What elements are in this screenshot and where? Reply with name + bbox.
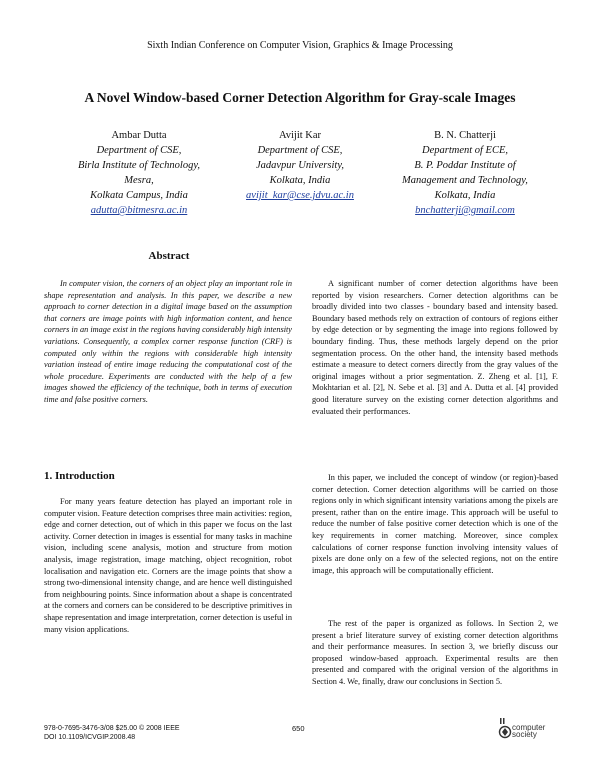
body-paragraph: In this paper, we included the concept of window (or region)-based corner detection. Corner detection algorithms will be carried on those regions only in which significant intensity variations among the pixels are present, rather than on the entire image. This approach will be useful to reduce the number of false positive corner detection which is one of the key requirements in corner matching. Moreover, since complex calculations of corner response function involving intensity values of pixels are done only on a few of the selected regions, not on the entire image, this approach will be computationally efficient. [312, 473, 558, 575]
author-affiliation: Mesra, [124, 175, 154, 186]
body-paragraph: The rest of the paper is organized as follows. In Section 2, we present a brief literature survey of existing corner detection algorithms and their performance measures. In section 3, we briefly discuss our proposed window-based approach. Experimental results are then presented and compared with the original version of the algorithms in Section 4. We, finally, draw our conclusions in Section 5. [312, 619, 558, 686]
author-affiliation: Birla Institute of Technology, [77, 160, 201, 171]
logo-line-1: computer [512, 723, 546, 732]
author-affiliation: Kolkata Campus, India [90, 190, 188, 201]
author-affiliation: Department of CSE, [96, 145, 182, 156]
computer-society-logo [498, 718, 558, 746]
author-block-3 [370, 128, 560, 218]
copyright-line: 978-0-7695-3476-3/08 $25.00 © 2008 IEEE [44, 725, 180, 732]
author-affiliation: Jadavpur University, [255, 160, 345, 171]
right-column-paragraph-3 [312, 618, 558, 688]
page-number: 650 [292, 724, 305, 733]
author-affiliation: Department of CSE, [257, 145, 343, 156]
intro-heading: 1. Introduction [44, 470, 115, 482]
author-affiliation: B. P. Poddar Institute of [414, 160, 516, 171]
abstract-paragraph: In computer vision, the corners of an object play an important role in shape representation and analysis. In this paper, we describe a new approach to corner detection in a digital image based on the assumption that corners are image points with high information content, and hence corners in an image exist in the regions having considerably high intensity variations. Consequently, a complex corner response function (CRF) is computed only within the regions with considerable high intensity variation instead of entire image reducing the computational cost of the whole procedure. Experiments are conducted with the help of a few images showed the efficiency of the technique, both in terms of execution time and false positive corners. [44, 279, 292, 404]
author-email-link[interactable]: avijit_kar@cse.jdvu.ac.in [246, 190, 354, 201]
ieee-logo-icon [498, 718, 512, 740]
conference-header: Sixth Indian Conference on Computer Vision, Graphics & Image Processing [147, 40, 453, 51]
intro-text [44, 496, 292, 635]
author-email-link[interactable]: bnchatterji@gmail.com [415, 205, 515, 216]
copyright-footer [44, 724, 180, 742]
intro-paragraph: For many years feature detection has played an important role in computer vision. Feature detection comprises three main activities: region, edge and corner detection, out of which in this paper we focus on the last activity. Corner detection in images is essential for many tasks in machine vision, including scene analysis, motion and structure from motion analysis, image registration, image matching, object recognition, robot localisation and navigation etc. Corners are the image points that show a strong two-dimensional intensity change, and are hence well distinguished from neighbouring points. Since information about a shape is concentrated at the corners and corners can be considered to be descriptive primitives in shape representation and image interpretation, corner detection is useful in many vision applications. [44, 497, 292, 634]
author-affiliation: Kolkata, India [434, 190, 496, 201]
logo-line-2: society [512, 730, 537, 739]
logo-text [512, 724, 545, 738]
abstract-text [44, 278, 292, 406]
author-name: Ambar Dutta [111, 130, 167, 141]
abstract-heading: Abstract [148, 250, 190, 262]
author-affiliation: Kolkata, India [269, 175, 331, 186]
right-column-paragraph-1 [312, 278, 558, 417]
doi-line: DOI 10.1109/ICVGIP.2008.48 [44, 734, 136, 741]
author-affiliation: Department of ECE, [421, 145, 509, 156]
author-block-2 [205, 128, 395, 203]
author-affiliation: Management and Technology, [402, 175, 528, 186]
author-name: B. N. Chatterji [434, 130, 496, 141]
paper-title: A Novel Window-based Corner Detection Algorithm for Gray-scale Images [84, 90, 516, 105]
right-column-paragraph-2 [312, 472, 558, 576]
author-name: Avijit Kar [278, 130, 322, 141]
body-paragraph: A significant number of corner detection algorithms have been reported by vision researchers. Corner detection algorithms can be broadly divided into two classes - boundary based and intensity based. Boundary based methods rely on extraction of contours of regions either by edge detection or by segmenting the image into regions followed by boundary finding. Thus, these methods largely depend on the prior segmentation process. On the other hand, the intensity based methods estimate a measure to detect corners directly from the gray values of the original images without a prior segmentation. Z. Zheng et al. [1], F. Mokhtarian et al. [2], N. Sebe et al. [3] and A. Dutta et al. [4] provided good literature survey on the existing corner detection algorithms and evaluated their performances. [312, 279, 558, 416]
author-email-link[interactable]: adutta@bitmesra.ac.in [90, 205, 188, 216]
